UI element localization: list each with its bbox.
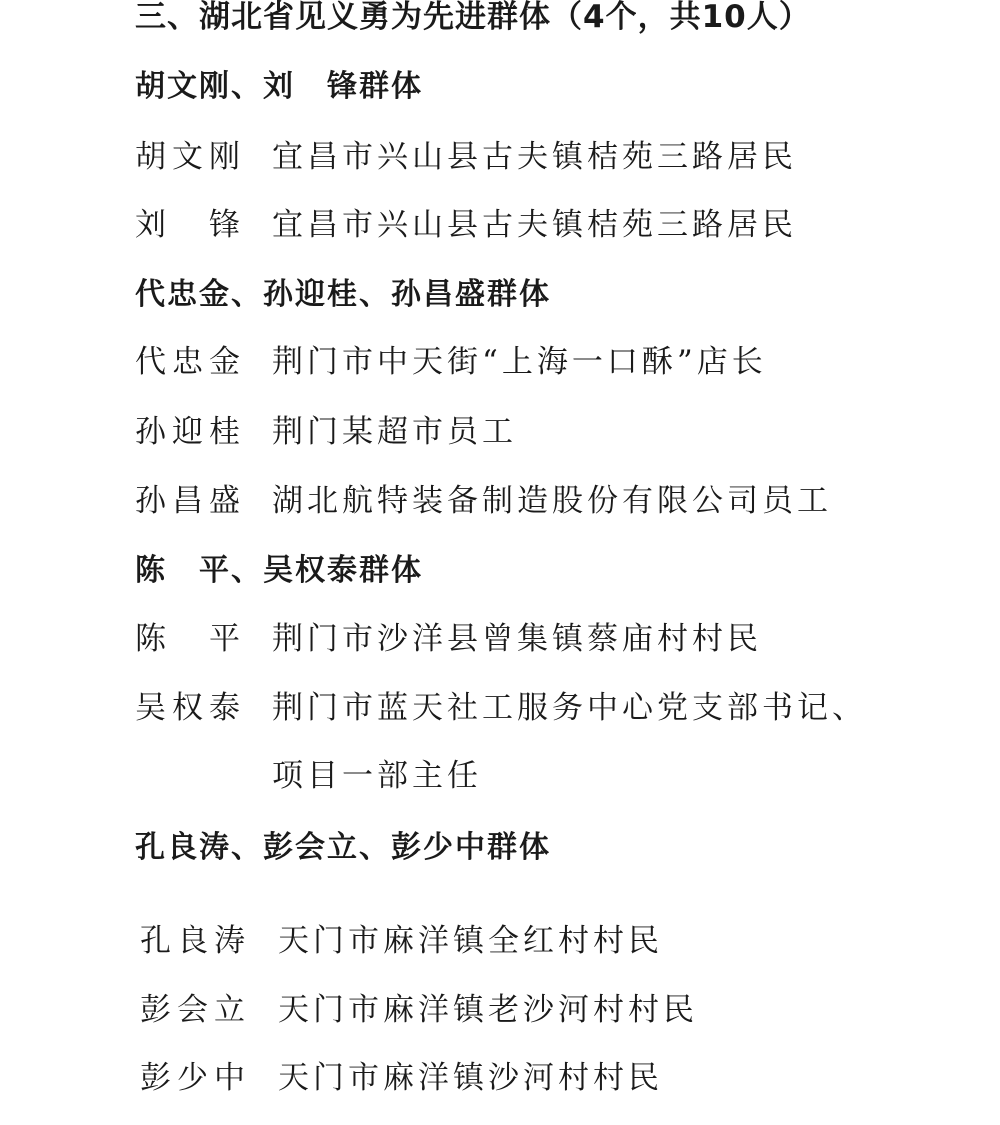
member-description: 宜昌市兴山县古夫镇桔苑三路居民 <box>272 207 797 243</box>
member-description: 天门市麻洋镇沙河村村民 <box>278 1060 663 1096</box>
member-name: 吴权泰 <box>135 690 246 726</box>
member-name: 彭少中 <box>140 1060 251 1096</box>
member-name: 彭会立 <box>140 992 251 1028</box>
member-description: 荆门市沙洋县曾集镇蔡庙村村民 <box>272 621 762 657</box>
member-name: 孙昌盛 <box>135 483 246 519</box>
member-name: 陈 平 <box>135 621 246 657</box>
section-title: 三、湖北省见义勇为先进群体（4个，共10人） <box>135 0 811 35</box>
member-description: 湖北航特装备制造股份有限公司员工 <box>272 483 832 519</box>
group-title: 代忠金、孙迎桂、孙昌盛群体 <box>135 277 551 312</box>
group-title: 胡文刚、刘 锋群体 <box>135 69 423 104</box>
member-description: 荆门市蓝天社工服务中心党支部书记、 <box>272 690 867 726</box>
member-description-continuation: 项目一部主任 <box>272 758 482 794</box>
member-name: 刘 锋 <box>135 207 246 243</box>
member-description: 天门市麻洋镇全红村村民 <box>278 923 663 959</box>
member-name: 孔良涛 <box>140 923 251 959</box>
member-description: 宜昌市兴山县古夫镇桔苑三路居民 <box>272 139 797 175</box>
member-description: 荆门市中天街“上海一口酥”店长 <box>272 344 767 380</box>
member-description: 荆门某超市员工 <box>272 414 517 450</box>
member-name: 代忠金 <box>135 344 246 380</box>
member-description: 天门市麻洋镇老沙河村村民 <box>278 992 698 1028</box>
member-name: 孙迎桂 <box>135 414 246 450</box>
group-title: 孔良涛、彭会立、彭少中群体 <box>135 830 551 865</box>
member-name: 胡文刚 <box>135 139 246 175</box>
group-title: 陈 平、吴权泰群体 <box>135 553 423 588</box>
